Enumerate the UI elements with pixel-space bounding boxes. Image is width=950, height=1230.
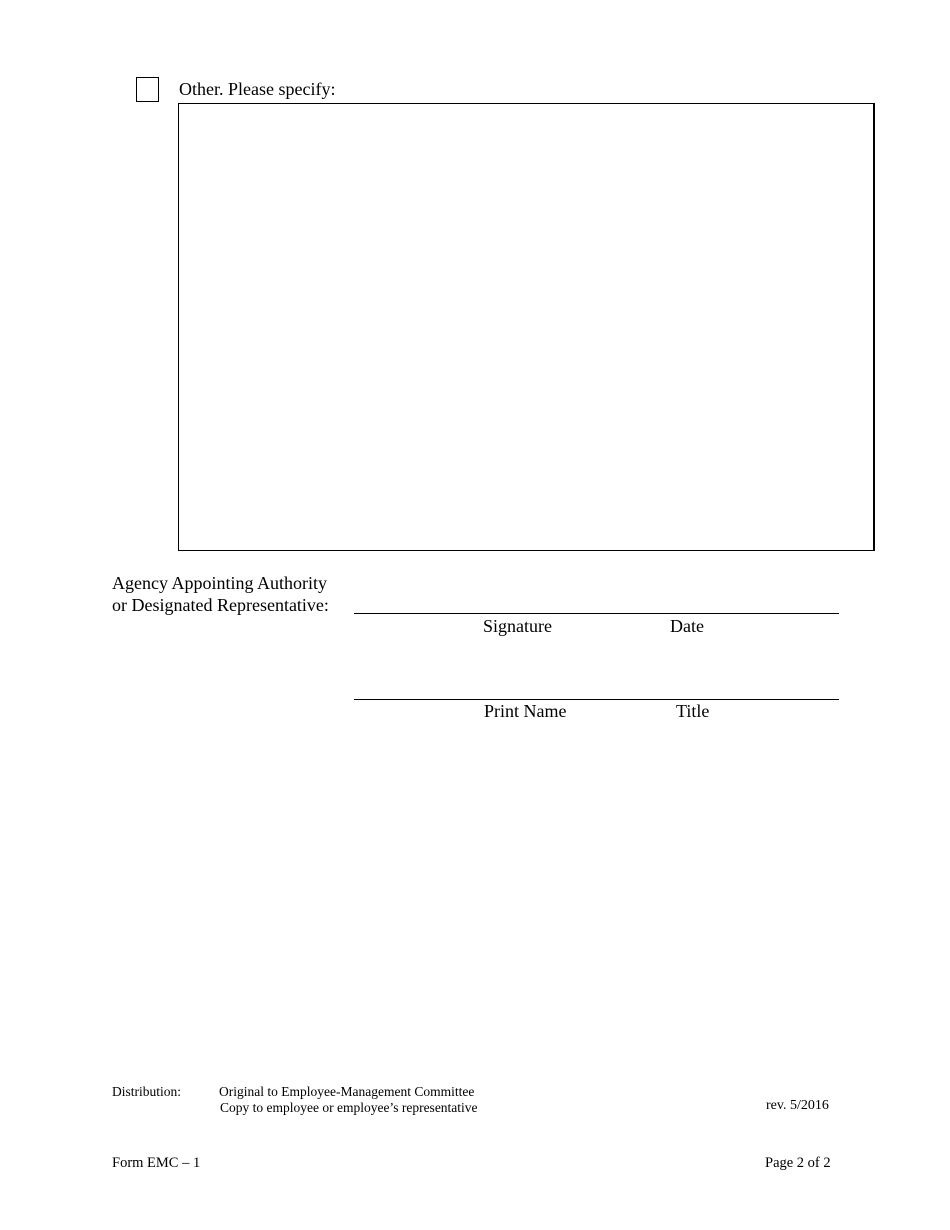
distribution-original: Original to Employee-Management Committee — [219, 1084, 475, 1099]
other-label: Other. Please specify: — [179, 79, 336, 99]
form-id: Form EMC – 1 — [112, 1155, 201, 1171]
date-caption: Date — [670, 616, 704, 636]
agency-label-line1: Agency Appointing Authority — [112, 573, 327, 593]
distribution-label: Distribution: — [112, 1084, 182, 1099]
agency-representative-label — [112, 572, 329, 616]
agency-label-line2: or Designated Representative: — [112, 595, 329, 615]
revision-date: rev. 5/2016 — [766, 1098, 829, 1113]
title-caption: Title — [676, 701, 710, 721]
page-number: Page 2 of 2 — [765, 1155, 831, 1171]
signature-date-line[interactable] — [354, 613, 839, 614]
distribution-copy: Copy to employee or employee’s representative — [220, 1100, 478, 1115]
other-specify-textbox[interactable] — [178, 103, 875, 551]
print-name-caption: Print Name — [484, 701, 567, 721]
print-name-title-line[interactable] — [354, 699, 839, 700]
other-checkbox[interactable] — [136, 77, 159, 102]
signature-caption: Signature — [483, 616, 552, 636]
